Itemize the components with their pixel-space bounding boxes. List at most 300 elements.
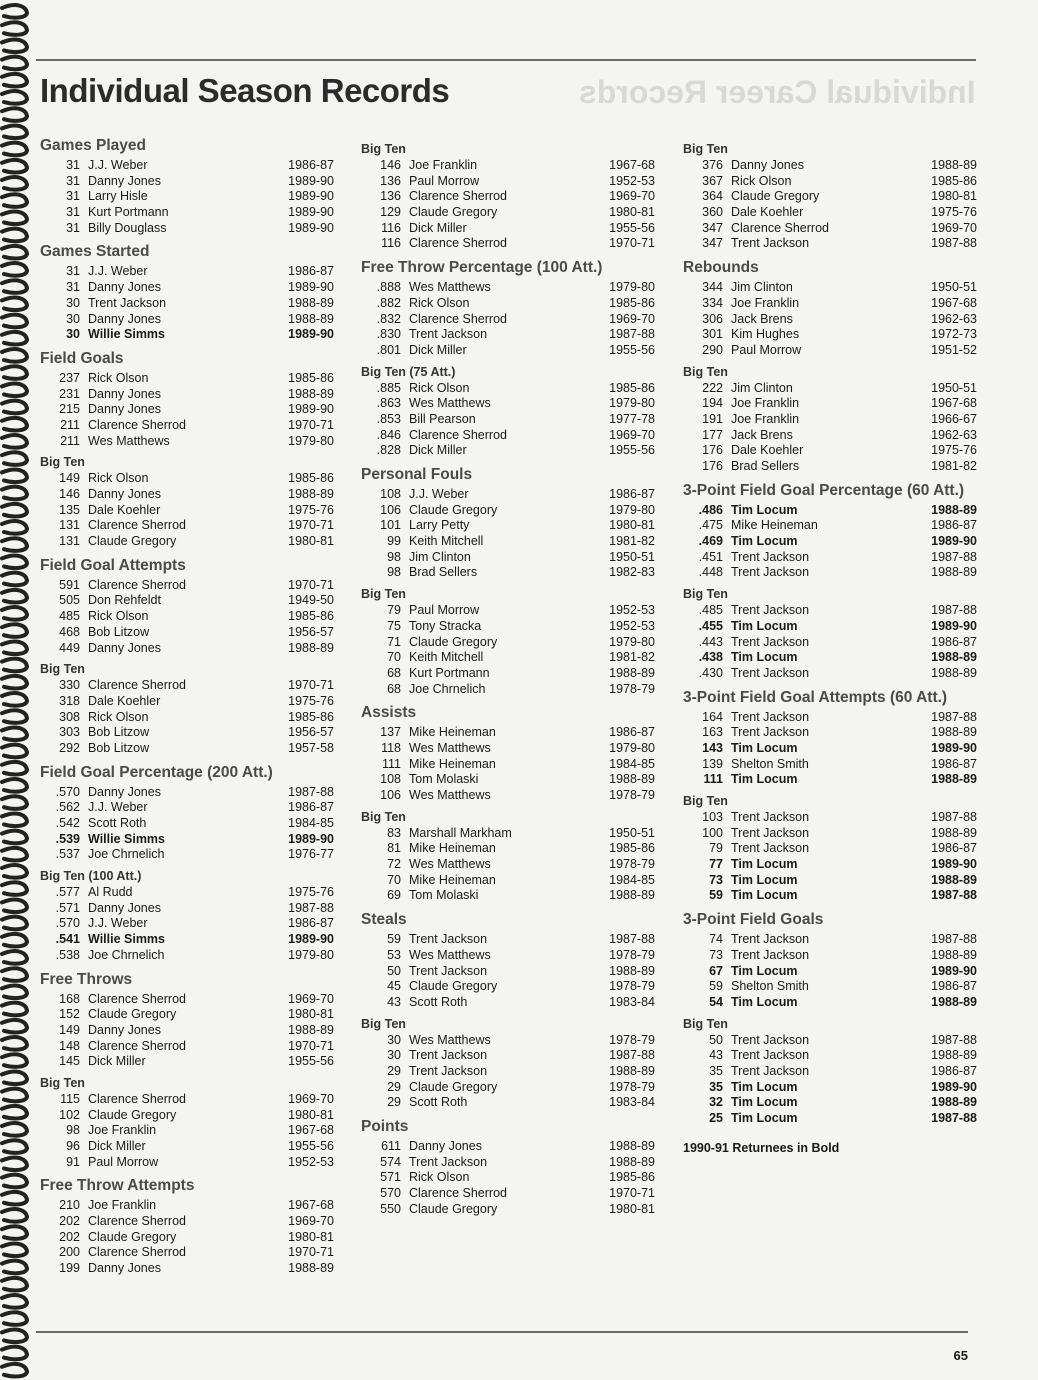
record-value: .570 (55, 916, 80, 931)
player-name: Paul Morrow (409, 603, 480, 618)
record-value: 485 (59, 609, 80, 624)
player-name: Trent Jackson (731, 565, 810, 580)
player-name: J.J. Weber (88, 800, 148, 815)
record-row (683, 174, 977, 190)
player-name: Danny Jones (88, 640, 161, 655)
spiral-coil (2, 504, 27, 517)
season-year: 1985-86 (288, 709, 334, 724)
record-row (40, 189, 334, 205)
record-value: 98 (387, 565, 401, 580)
record-row (361, 1095, 655, 1111)
record-row (361, 741, 655, 757)
season-year: 1969-70 (288, 1091, 334, 1106)
player-name: Trent Jackson (731, 932, 810, 947)
record-row (40, 932, 334, 948)
record-row (683, 948, 977, 964)
record-value: 211 (60, 433, 80, 448)
record-row (683, 412, 977, 428)
record-row (361, 1048, 655, 1064)
season-year: 1979-80 (288, 433, 334, 448)
season-year: 1977-78 (609, 411, 655, 426)
record-value: 367 (702, 173, 723, 188)
spiral-coil (2, 108, 27, 121)
season-year: 1988-89 (931, 158, 977, 172)
spiral-coil (2, 865, 27, 878)
player-name: Al Rudd (88, 885, 133, 900)
record-value: .486 (698, 502, 723, 517)
record-row (40, 534, 334, 550)
season-year: 1980-81 (609, 1201, 655, 1216)
record-row (361, 412, 655, 428)
record-row (361, 312, 655, 328)
record-row (40, 800, 334, 816)
season-year: 1985-86 (609, 1170, 655, 1185)
spiral-coil (2, 1347, 27, 1360)
season-year: 1988-89 (288, 1261, 334, 1276)
player-name: Trent Jackson (409, 1048, 488, 1063)
season-year: 1989-90 (931, 1079, 977, 1094)
season-year: 1987-88 (931, 236, 977, 251)
record-row (40, 741, 334, 757)
player-name: Trent Jackson (731, 549, 810, 564)
player-name: Tim Locum (731, 650, 798, 665)
player-name: Claude Gregory (409, 205, 498, 220)
season-year: 1956-57 (288, 725, 334, 740)
record-value: 376 (702, 158, 723, 172)
season-year: 1978-79 (609, 947, 655, 962)
player-name: J.J. Weber (409, 487, 469, 501)
spiral-coil (2, 1140, 27, 1153)
season-year: 1976-77 (288, 847, 334, 862)
player-name: Marshall Markham (409, 825, 512, 840)
subsection-heading: Big Ten (683, 1016, 728, 1031)
player-name: Clarence Sherrod (731, 220, 829, 235)
record-value: .846 (376, 427, 401, 442)
record-row (361, 888, 655, 904)
record-value: 77 (709, 857, 723, 872)
record-value: 81 (387, 841, 401, 856)
record-row (683, 396, 977, 412)
player-name: Dale Koehler (88, 693, 161, 708)
record-row (361, 443, 655, 459)
section-heading: Personal Fouls (361, 466, 473, 483)
record-value: 53 (387, 947, 401, 962)
season-year: 1980-81 (931, 189, 977, 204)
season-year: 1970-71 (288, 417, 334, 432)
record-row (40, 678, 334, 694)
player-name: Tim Locum (731, 1111, 798, 1125)
season-year: 1989-90 (931, 618, 977, 633)
record-row (40, 992, 334, 1008)
player-name: Joe Franklin (88, 1123, 157, 1138)
player-name: Claude Gregory (88, 534, 177, 549)
section-heading: Points (361, 1118, 409, 1135)
spiral-coil (2, 229, 27, 242)
season-year: 1970-71 (288, 518, 334, 533)
spiral-coil (2, 538, 27, 551)
record-row (361, 619, 655, 635)
section-heading: Games Played (40, 137, 146, 154)
section-heading: Rebounds (683, 259, 759, 277)
record-value: 29 (387, 1095, 401, 1110)
season-year: 1988-89 (609, 1139, 655, 1153)
player-name: Trent Jackson (731, 665, 810, 680)
season-year: 1988-89 (931, 665, 977, 680)
player-name: Dick Miller (88, 1054, 146, 1069)
player-name: Rick Olson (88, 471, 149, 486)
player-name: Wes Matthews (409, 857, 491, 872)
player-name: Mike Heineman (731, 518, 818, 533)
record-value: 71 (387, 634, 401, 649)
player-name: Trent Jackson (88, 295, 167, 310)
record-value: 98 (387, 549, 401, 564)
record-row (40, 205, 334, 221)
record-row (40, 609, 334, 625)
season-year: 1989-90 (288, 220, 334, 235)
record-row (683, 666, 977, 682)
record-value: 146 (380, 158, 401, 172)
season-year: 1975-76 (931, 205, 977, 220)
spiral-coil (2, 624, 27, 637)
record-value: 194 (702, 396, 723, 411)
record-value: .455 (698, 618, 723, 633)
record-value: 222 (702, 380, 723, 395)
season-year: 1955-56 (609, 342, 655, 357)
season-year: 1985-86 (609, 380, 655, 395)
season-year: 1980-81 (288, 1007, 334, 1022)
record-value: 176 (702, 459, 723, 473)
spiral-coil (2, 366, 27, 379)
record-row (361, 857, 655, 873)
player-name: Brad Sellers (731, 459, 800, 473)
season-year: 1966-67 (931, 411, 977, 426)
record-value: .475 (698, 518, 723, 533)
season-year: 1984-85 (288, 816, 334, 830)
spiral-coil (2, 1037, 27, 1050)
spiral-coil (2, 676, 27, 689)
player-name: Tony Stracka (409, 618, 482, 633)
player-name: Joe Chrnelich (88, 947, 165, 962)
record-row (40, 1023, 334, 1039)
record-value: 136 (380, 189, 401, 204)
player-name: Clarence Sherrod (88, 577, 186, 592)
spiral-coil (2, 315, 27, 328)
spiral-coil (2, 401, 27, 414)
record-value: 83 (387, 825, 401, 840)
record-row (40, 1039, 334, 1055)
record-row (40, 158, 334, 174)
record-value: 31 (66, 205, 80, 220)
spiral-coil (2, 831, 27, 844)
player-name: Wes Matthews (88, 433, 170, 448)
spiral-coil (2, 899, 27, 912)
subsection-heading: Big Ten (40, 662, 85, 677)
record-row (361, 1170, 655, 1186)
record-row (683, 189, 977, 205)
record-row (683, 1111, 977, 1127)
spiral-coil (2, 125, 27, 138)
record-value: .538 (55, 947, 80, 962)
season-year: 1969-70 (288, 991, 334, 1006)
player-name: Claude Gregory (409, 1079, 498, 1094)
player-name: Rick Olson (731, 173, 792, 188)
record-row (361, 381, 655, 397)
player-name: Claude Gregory (409, 634, 498, 649)
season-year: 1986-87 (931, 841, 977, 856)
spiral-coil (2, 1123, 27, 1136)
player-name: Wes Matthews (409, 947, 491, 962)
season-year: 1980-81 (609, 518, 655, 533)
spiral-binding (0, 0, 34, 1380)
season-year: 1989-90 (288, 402, 334, 417)
season-year: 1988-89 (931, 650, 977, 665)
player-name: Trent Jackson (731, 1032, 810, 1047)
record-value: 237 (59, 370, 80, 385)
record-value: .541 (55, 932, 80, 947)
season-year: 1955-56 (609, 220, 655, 235)
player-name: Clarence Sherrod (88, 417, 186, 432)
player-name: Clarence Sherrod (88, 991, 186, 1006)
season-year: 1986-87 (931, 979, 977, 994)
season-year: 1988-89 (931, 1095, 977, 1110)
record-row (361, 873, 655, 889)
record-row (361, 1064, 655, 1080)
record-row (361, 189, 655, 205)
record-value: 550 (380, 1201, 401, 1216)
record-row (683, 995, 977, 1011)
player-name: Jim Clinton (731, 380, 793, 395)
record-value: 32 (709, 1095, 723, 1110)
record-row (361, 757, 655, 773)
record-row (40, 174, 334, 190)
season-year: 1983-84 (609, 1095, 655, 1110)
record-row (683, 1033, 977, 1049)
season-year: 1988-89 (609, 1154, 655, 1169)
record-row (361, 518, 655, 534)
record-value: 67 (709, 963, 723, 978)
player-name: Mike Heineman (409, 872, 496, 887)
season-year: 1970-71 (609, 236, 655, 251)
record-row (683, 964, 977, 980)
record-value: 146 (59, 487, 80, 501)
record-value: 70 (387, 650, 401, 665)
record-row (361, 650, 655, 666)
player-name: Tim Locum (731, 1079, 798, 1094)
record-row (40, 816, 334, 832)
record-value: 118 (381, 740, 401, 755)
record-value: 303 (59, 725, 80, 740)
season-year: 1983-84 (609, 994, 655, 1009)
record-value: 59 (709, 979, 723, 994)
spiral-coil (2, 91, 27, 104)
season-year: 1986-87 (931, 756, 977, 771)
record-row (361, 1202, 655, 1218)
record-row (361, 725, 655, 741)
spiral-coil (2, 332, 27, 345)
season-year: 1962-63 (931, 427, 977, 442)
player-name: Shelton Smith (731, 756, 809, 771)
record-value: 35 (709, 1063, 723, 1078)
player-name: Tim Locum (731, 772, 798, 787)
spiral-coil (2, 968, 27, 981)
player-name: J.J. Weber (88, 158, 148, 172)
season-year: 1988-89 (609, 772, 655, 787)
season-year: 1988-89 (288, 311, 334, 326)
record-value: 292 (59, 740, 80, 755)
record-row (683, 1080, 977, 1096)
player-name: Tim Locum (731, 994, 798, 1009)
record-row (683, 810, 977, 826)
record-row (40, 1123, 334, 1139)
season-year: 1988-89 (931, 872, 977, 887)
season-year: 1950-51 (931, 380, 977, 395)
record-row (40, 885, 334, 901)
spiral-coil (2, 452, 27, 465)
bottom-rule (36, 1331, 968, 1333)
player-name: Trent Jackson (731, 1048, 810, 1063)
player-name: Tim Locum (731, 872, 798, 887)
player-name: Don Rehfeldt (88, 593, 161, 608)
season-year: 1952-53 (609, 173, 655, 188)
subsection-heading: Big Ten (683, 142, 728, 156)
record-row (683, 635, 977, 651)
record-row (361, 205, 655, 221)
record-row (361, 635, 655, 651)
record-row (40, 694, 334, 710)
record-row (683, 603, 977, 619)
record-value: 74 (709, 932, 723, 947)
player-name: Danny Jones (88, 900, 161, 915)
player-name: Wes Matthews (409, 280, 491, 295)
season-year: 1985-86 (288, 471, 334, 486)
record-row (683, 443, 977, 459)
season-year: 1986-87 (288, 916, 334, 931)
record-value: 31 (66, 280, 80, 295)
record-row (361, 296, 655, 312)
season-year: 1987-88 (931, 1111, 977, 1125)
player-name: Trent Jackson (409, 963, 488, 978)
record-value: 79 (387, 603, 401, 618)
player-name: Keith Mitchell (409, 534, 484, 549)
player-name: Claude Gregory (409, 1201, 498, 1216)
player-name: Danny Jones (88, 487, 161, 501)
record-row (40, 625, 334, 641)
record-value: 96 (66, 1139, 80, 1153)
record-row (40, 312, 334, 328)
record-row (683, 205, 977, 221)
season-year: 1950-51 (609, 549, 655, 564)
record-value: .832 (376, 311, 401, 326)
season-year: 1989-90 (931, 857, 977, 872)
season-year: 1978-79 (609, 857, 655, 872)
season-year: 1988-89 (609, 963, 655, 978)
record-row (361, 772, 655, 788)
spiral-coil (2, 1157, 27, 1170)
record-value: 137 (380, 725, 401, 740)
record-row (361, 841, 655, 857)
season-year: 1957-58 (288, 740, 334, 755)
season-year: 1970-71 (288, 1245, 334, 1260)
record-row (361, 995, 655, 1011)
player-name: Tom Molaski (409, 888, 479, 903)
season-year: 1986-87 (288, 800, 334, 815)
player-name: Trent Jackson (409, 1063, 488, 1078)
record-row (683, 550, 977, 566)
player-name: Danny Jones (88, 173, 161, 188)
record-row (40, 518, 334, 534)
record-value: .562 (55, 800, 80, 815)
player-name: Kurt Portmann (88, 205, 169, 220)
player-name: Danny Jones (88, 1261, 161, 1276)
record-row (40, 471, 334, 487)
record-row (683, 236, 977, 252)
season-year: 1985-86 (609, 295, 655, 310)
record-value: 98 (66, 1123, 80, 1138)
player-name: Willie Simms (88, 831, 165, 846)
record-row (40, 1155, 334, 1171)
subsection-heading: Big Ten (40, 1075, 85, 1090)
spiral-coil (2, 590, 27, 603)
record-row (40, 593, 334, 609)
subsection-heading: Big Ten (683, 794, 728, 808)
spiral-coil (2, 418, 27, 431)
season-year: 1986-87 (931, 634, 977, 649)
player-name: Danny Jones (88, 386, 161, 401)
record-value: 136 (380, 173, 401, 188)
player-name: Larry Hisle (88, 189, 148, 204)
subsection-heading: Big Ten (361, 809, 406, 824)
season-year: 1980-81 (288, 1229, 334, 1244)
player-name: Dale Koehler (731, 443, 804, 458)
spiral-coil (2, 710, 27, 723)
record-value: 347 (702, 220, 723, 235)
spiral-coil (2, 39, 27, 52)
season-year: 1988-89 (288, 487, 334, 501)
record-value: 449 (59, 640, 80, 655)
record-row (361, 1155, 655, 1171)
season-year: 1950-51 (931, 280, 977, 295)
record-row (40, 264, 334, 280)
top-rule (36, 59, 976, 61)
player-name: Dick Miller (409, 443, 467, 458)
player-name: Clarence Sherrod (409, 236, 507, 251)
player-name: Wes Matthews (409, 788, 491, 802)
season-year: 1978-79 (609, 681, 655, 696)
season-year: 1975-76 (931, 443, 977, 458)
record-value: .830 (376, 327, 401, 342)
record-row (361, 682, 655, 698)
season-year: 1987-88 (931, 549, 977, 564)
record-value: 574 (380, 1154, 401, 1169)
record-value: 611 (381, 1139, 401, 1153)
season-year: 1988-89 (288, 1022, 334, 1037)
record-row (361, 428, 655, 444)
season-year: 1970-71 (288, 577, 334, 592)
player-name: Joe Franklin (409, 158, 478, 172)
page-number: 65 (953, 1348, 968, 1363)
season-year: 1955-56 (609, 443, 655, 458)
season-year: 1967-68 (288, 1123, 334, 1138)
record-row (361, 174, 655, 190)
record-value: 306 (702, 311, 723, 326)
record-value: .888 (376, 280, 401, 295)
season-year: 1981-82 (609, 534, 655, 549)
record-row (683, 710, 977, 726)
record-value: 45 (387, 979, 401, 994)
player-name: J.J. Weber (88, 264, 148, 279)
record-value: 91 (66, 1154, 80, 1169)
player-name: Trent Jackson (731, 634, 810, 649)
